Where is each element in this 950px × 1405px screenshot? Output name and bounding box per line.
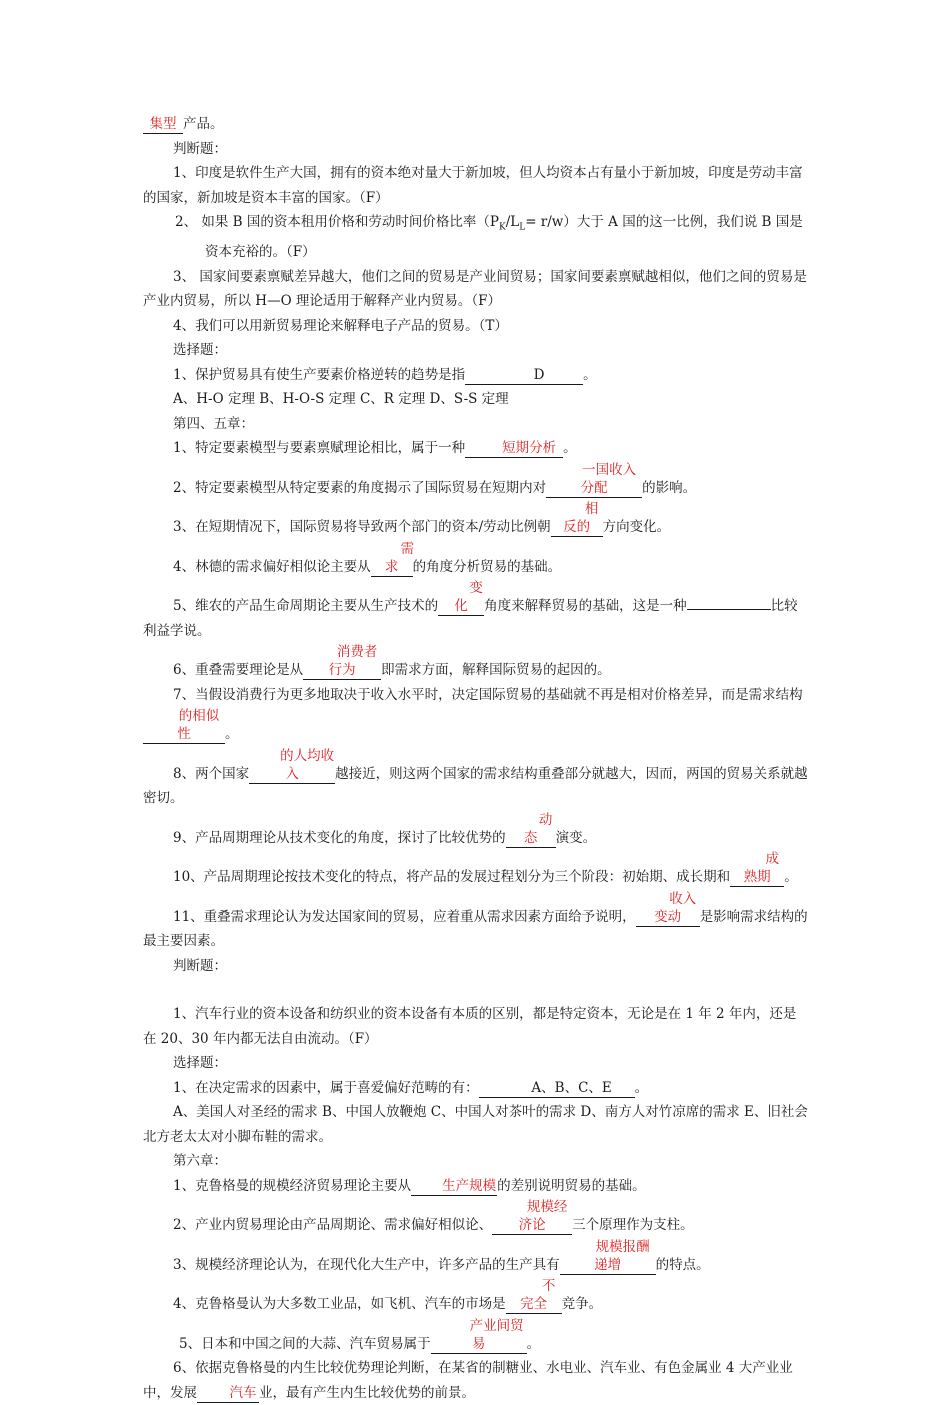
continuation-line: [143, 112, 808, 137]
answer-blank: 产业间贸易: [431, 1317, 527, 1354]
text: 8、两个国家: [173, 765, 250, 782]
text: 的影响。: [642, 479, 697, 496]
answer-blank: 变化: [438, 579, 484, 616]
text: 的特点。: [655, 1256, 710, 1273]
fill-question-10: [143, 850, 808, 890]
ch6-fill-question-1: [143, 1174, 808, 1199]
fill-question-2: [143, 461, 808, 501]
ch6-fill-question-5: [143, 1317, 808, 1357]
fill-question-1: [143, 436, 808, 461]
text: 4、克鲁格曼认为大多数工业品，如飞机、汽车的市场是: [173, 1296, 506, 1313]
text: 2、产业内贸易理论由产品周期论、需求偏好相似论、: [173, 1217, 493, 1234]
answer-blank: 的相似性: [143, 707, 225, 744]
answer-blank: 短期分析: [465, 439, 563, 458]
text: 4、林德的需求偏好相似论主要从: [173, 558, 371, 575]
spacer: [143, 978, 808, 1002]
text: 2、特定要素模型从特定要素的角度揭示了国际贸易在短期内对: [173, 479, 547, 496]
ch6-fill-question-2: [143, 1198, 808, 1238]
answer-blank: 汽车: [197, 1384, 259, 1403]
text: 1、保护贸易具有使生产要素价格逆转的趋势是指: [173, 366, 466, 383]
subscript: L: [519, 222, 526, 233]
text: 。: [634, 1079, 649, 1096]
text: 。: [225, 726, 239, 743]
text: 1、在决定需求的因素中，属于喜爱偏好范畴的有：: [173, 1079, 479, 1096]
text: 的角度分析贸易的基础。: [412, 558, 562, 575]
section-title-choice: 选择题：: [173, 342, 227, 359]
answer-blank: 消费者行为: [303, 643, 381, 680]
text: = r/w）大于 A 国的这一比例，我们说 B 国是资本充裕的。（F）: [205, 214, 803, 261]
text: 。: [583, 366, 597, 383]
fill-question-6: [143, 643, 808, 683]
judge-question-ch45-1: 1、汽车行业的资本设备和纺织业的资本设备有本质的区别，都是特定资本，无论是在 1 年 2 年内，还是在 20、30 年内都无法自由流动。（F）: [143, 1006, 797, 1047]
text: 3、在短期情况下，国际贸易将导致两个部门的资本/劳动比例朝: [173, 519, 551, 536]
fill-question-8: [143, 747, 808, 811]
choice-options-2: A、美国人对圣经的需求 B、中国人放鞭炮 C、中国人对茶叶的需求 D、南方人对竹凉席的需求 E、旧社会北方老太太对小脚布鞋的需求。: [143, 1104, 808, 1145]
ch6-fill-question-6: [143, 1356, 808, 1405]
section-title-choice-2: 选择题：: [173, 1055, 227, 1072]
answer-blank: 不完全: [506, 1277, 562, 1314]
text: 5、维农的产品生命周期论主要从生产技术的: [173, 598, 439, 615]
judge-question-2: [143, 210, 808, 265]
answer-blank: 相反的: [551, 500, 603, 537]
fill-question-7: [143, 683, 808, 747]
text: 6、重叠需要理论是从: [173, 662, 304, 679]
text: 比较利益学说。: [143, 598, 798, 639]
document-page: [143, 112, 808, 1405]
judge-question-1: 1、印度是软件生产大国，拥有的资本绝对量大于新加坡，但人均资本占有量小于新加坡，印度是劳动丰富的国家，新加坡是资本丰富的国家。（F）: [143, 165, 803, 206]
ch6-fill-question-4: [143, 1277, 808, 1317]
text: 的差别说明贸易的基础。: [497, 1177, 646, 1194]
text: 业，最有产生内生比较优势的前景。: [259, 1384, 475, 1401]
text: 6、依据克鲁格曼的内生比较优势理论判断，在某省的制糖业、水电业、汽车业、有色金属业 4 大产业业中，发展: [143, 1360, 793, 1401]
text: 三个原理作为支柱。: [572, 1217, 694, 1234]
answer-blank: 的人均收入: [249, 747, 335, 784]
answer-blank: A、B、C、E: [479, 1079, 635, 1098]
text: 竞争。: [561, 1296, 603, 1313]
text: 3、规模经济理论认为，在现代化大生产中，许多产品的生产具有: [173, 1256, 560, 1273]
text: 方向变化。: [602, 519, 671, 536]
choice-options: A、H-O 定理 B、H-O-S 定理 C、R 定理 D、S-S 定理: [173, 391, 509, 408]
text: 1、克鲁格曼的规模经济贸易理论主要从: [173, 1177, 412, 1194]
chapter-title-6: 第六章：: [173, 1153, 227, 1170]
answer-blank: 集型: [143, 115, 183, 134]
choice-question-ch45-1: [143, 1076, 808, 1101]
chapter-title-4-5: 第四、五章：: [173, 415, 254, 432]
text: 越接近，则这两个国家的需求结构重叠部分就越大，因而，两国的贸易关系就越密切。: [143, 765, 808, 807]
fill-question-3: [143, 500, 808, 540]
text: 9、产品周期理论从技术变化的角度，探讨了比较优势的: [173, 829, 506, 846]
text: 。: [784, 869, 798, 886]
choice-question-1: [143, 363, 808, 388]
judge-question-4: 4、我们可以用新贸易理论来解释电子产品的贸易。（T）: [173, 317, 508, 334]
text: 角度来解释贸易的基础，这是一种: [484, 598, 687, 615]
answer-blank: 成熟期: [730, 850, 784, 887]
text: 11、重叠需求理论认为发达国家间的贸易，应着重从需求因素方面给予说明，: [173, 908, 636, 925]
text: 演变。: [555, 829, 597, 846]
subscript: K: [498, 222, 506, 233]
fill-question-5: [143, 579, 808, 643]
text: 7、当假设消费行为更多地取决于收入水平时，决定国际贸易的基础就不再是相对价格差异，而是需求结构: [173, 686, 803, 703]
ch6-fill-question-3: [143, 1238, 808, 1278]
empty-blank: [687, 609, 771, 610]
section-title-judge: 判断题：: [173, 140, 227, 157]
fill-question-11: [143, 890, 808, 954]
answer-blank: 动态: [506, 811, 556, 848]
answer-blank: 一国收入分配: [546, 461, 642, 498]
text: 5、日本和中国之间的大蒜、汽车贸易属于: [179, 1335, 431, 1352]
answer-blank: 规模报酬递增: [560, 1238, 656, 1275]
text: 。: [526, 1335, 541, 1352]
answer-blank: 规模经济论: [492, 1198, 572, 1235]
section-title-judge-2: 判断题：: [173, 957, 227, 974]
text: 2、 如果 B 国的资本租用价格和劳动时间价格比率（P: [175, 214, 499, 230]
answer-blank: D: [465, 366, 583, 385]
fill-question-4: [143, 540, 808, 580]
answer-blank: 需求: [371, 540, 413, 577]
text: 1、特定要素模型与要素禀赋理论相比，属于一种: [173, 440, 466, 457]
judge-question-3: 3、 国家间要素禀赋差异越大，他们之间的贸易是产业间贸易；国家间要素禀赋越相似，他们之间的贸易是产业内贸易，所以 H—O 理论适用于解释产业内贸易。（F）: [143, 268, 807, 310]
fill-question-9: [143, 811, 808, 851]
text: 即需求方面，解释国际贸易的起因的。: [381, 662, 611, 679]
text: 10、产品周期理论按技术变化的特点，将产品的发展过程划分为三个阶段：初始期、成长期和: [173, 869, 731, 886]
answer-blank: 生产规模: [411, 1177, 497, 1196]
text: 。: [563, 440, 577, 457]
text: 产品。: [183, 116, 224, 132]
text: 是影响需求结构的最主要因素。: [143, 908, 808, 950]
answer-blank: 收入变动: [636, 890, 700, 927]
text: /L: [505, 214, 520, 230]
